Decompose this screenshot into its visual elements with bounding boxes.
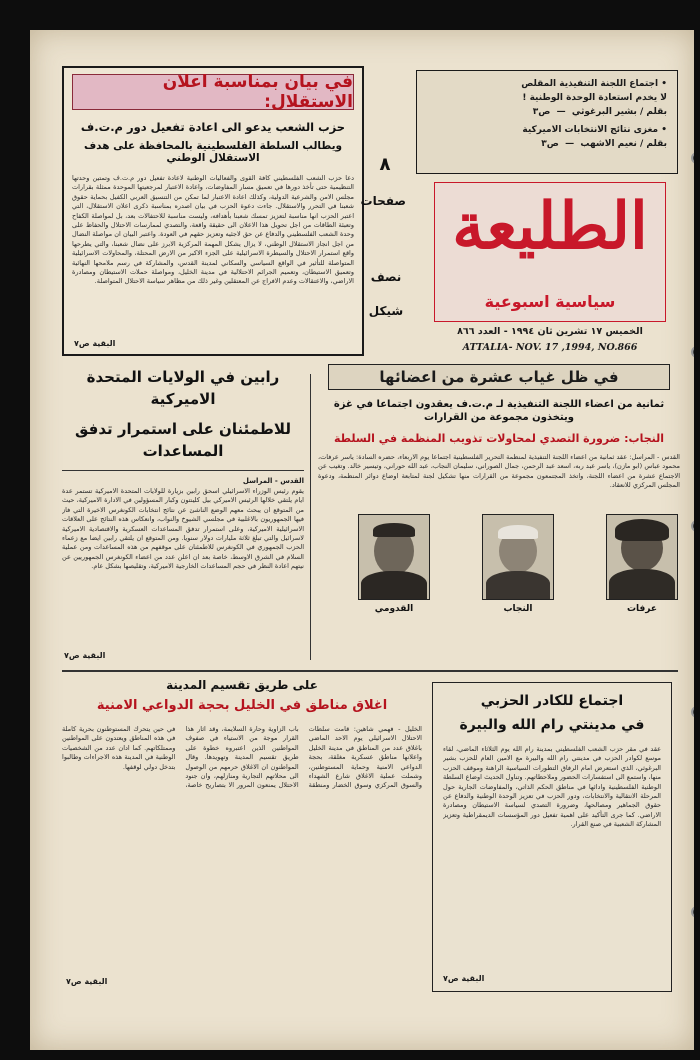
masthead-subtitle: سياسية اسبوعية [484, 292, 616, 311]
index-item-author: بقلم / بشير البرغوثي — ص٣ [532, 107, 667, 117]
closures-article [62, 678, 422, 990]
meeting-continued: البقية ص٧ [443, 974, 485, 983]
statement-headline-2: ويطالب السلطة الفلسطينية بالمحافظة على هدف الاستقلال الوطني [83, 140, 343, 164]
plo-banner: في ظل غياب عشرة من اعضائها [328, 364, 670, 390]
index-item[interactable] [427, 123, 667, 151]
plo-body: القدس - المراسل: عقد ثمانية من اعضاء اللجنة التنفيذية لمنظمة التحرير الفلسطينية اجتماعا يوم الاربعاء، حضره السادة: ياسر عرفات، محمود عباس (ابو مازن)، ياسر عبد ربه، اسعد عبد الرحمن، جمال الصوراني، سليمان النجاب، عبد الله حوراني، وتيسير خالد. وتغيب عن الاجتماع عشرة من اعضاء اللجنة، واتخذ المجتمعون مجموعة من القرارات منها تشكيل لجنة لمتابعة اوضاع دوائر المنظمة، ودعوة المجلس المركزي للانعقاد. [318, 453, 680, 490]
meeting-body: عقد في مقر حزب الشعب الفلسطيني بمدينة رام الله يوم الثلاثاء الماضي، لقاء موسع لكوادر الحزب في مدينتي رام الله والبيرة مع الامين العام للحزب بشير البرغوثي، الذي استعرض امام الرفاق التطورات السياسية الراهنة وموقف الحزب منها، واستمع الى استفسارات الحضور وملاحظاتهم. وتناول الحديث اوضاع السلطة الوطنية الفلسطينية وادائها في مناطق الحكم الذاتي، والمفاوضات الجارية حول المرحلة الانتقالية والانتخابات، ودور الحزب في تعزيز الوحدة الوطنية والدفاع عن حقوق الجماهير ومصالحها، وضرورة التصدي لسياسة الاستيطان ومصادرة الاراضي. كما جرى التأكيد على اهمية تفعيل دور المؤسسات الديمقراطية وتعزيز المشاركة الشعبية في صنع القرار. [443, 745, 661, 829]
rabin-headline-1: رابين في الولايات المتحدة الاميركية [86, 368, 280, 408]
binder-ring [691, 346, 694, 358]
plo-subhead: النجاب: ضرورة التصدي لمحاولات تذويب المنظمة في السلطة [333, 432, 665, 445]
binder-ring [691, 906, 694, 918]
closures-headline: اغلاق مناطق في الخليل بحجة الدواعي الامنية [96, 698, 388, 713]
binder-ring [691, 520, 694, 532]
issue-date-ar: الخميس ١٧ تشرين ثان ١٩٩٤ - العدد ٨٦٦ [457, 326, 643, 337]
binder-ring [691, 706, 694, 718]
plo-deck: ثمانية من اعضاء اللجنة التنفيذية لـ م.ت.ف يعقدون اجتماعا في غزة ويتخذون مجموعة من القرارات [333, 399, 665, 423]
photo-qaddumi [358, 514, 430, 600]
issue-date-en: ATTALIA- NOV. 17 ,1994, NO.866 [462, 342, 638, 353]
binder-ring [691, 152, 694, 164]
pages-word: صفحات [360, 194, 406, 208]
statement-continued: البقية ص٧ [74, 339, 116, 348]
closures-continued: البقية ص٧ [66, 977, 108, 986]
index-item-title: • مغزى نتائج الانتخابات الاميركية [522, 125, 667, 135]
rabin-continued: البقية ص٧ [64, 651, 106, 660]
masthead [434, 182, 666, 322]
photo-najjab [482, 514, 554, 600]
closures-kicker: على طريق تقسيم المدينة [166, 678, 318, 692]
index-item-line2: لا يخدم استعادة الوحدة الوطنية ! [522, 93, 667, 103]
rabin-dateline: القدس - المراسل [242, 477, 304, 485]
rabin-article [62, 366, 304, 662]
statement-banner: في بيان بمناسبة اعلان الاستقلال: [72, 74, 354, 110]
caption-arafat: عرفات [626, 604, 658, 614]
plo-article [318, 364, 680, 664]
meeting-headline-2: في مدينتي رام الله والبيرة [459, 717, 645, 733]
rabin-headline-2: للاطمئنان على استمرار تدفق المساعدات [75, 420, 291, 460]
index-box [416, 70, 678, 174]
caption-qaddumi: القدومي [374, 604, 414, 614]
index-item-author: بقلم / نعيم الاشهب — ص٣ [541, 139, 667, 149]
statement-article [62, 66, 364, 356]
pages-count: ٨ [379, 154, 391, 175]
newspaper-front-page [30, 30, 694, 1050]
index-item[interactable] [427, 77, 667, 119]
meeting-article [432, 682, 672, 992]
price-unit: شيكل [368, 304, 404, 318]
closures-body: الخليل - فهمي شاهين: قامت سلطات الاحتلال الاسرائيلي يوم الاحد الماضي باغلاق عدد من المناطق في مدينة الخليل واعلانها مناطق عسكرية مغلقة، بحجة الدواعي الامنية وحماية المستوطنين، وشملت عملية الاغلاق شارع الشهداء والسوق المركزي وسوق الخضار ومنطقة باب الزاوية وحارة السلايمة، وقد اثار هذا القرار موجة من الاستياء في صفوف المواطنين الذين اعتبروه خطوة على طريق تقسيم المدينة وتهويدها. وقال المواطنون ان الاغلاق حرمهم من الوصول الى محلاتهم التجارية ومنازلهم، وان جنود الاحتلال يمنعون المرور الا بتصاريح خاصة، في حين يتحرك المستوطنون بحرية كاملة في هذه المناطق ويعتدون على المواطنين وممتلكاتهم. كما ادان عدد من الشخصيات الوطنية في المدينة هذه الاجراءات وطالبوا بتدخل دولي لوقفها. [62, 725, 422, 790]
index-item-title: • اجتماع اللجنة التنفيذية المقلص [521, 79, 667, 89]
photo-arafat [606, 514, 678, 600]
caption-najjab: النجاب [503, 604, 533, 614]
price-half: نصف [370, 270, 402, 284]
statement-headline-1: حزب الشعب يدعو الى اعادة تفعيل دور م.ت.ف [80, 120, 346, 134]
masthead-logo: الطليعة [452, 189, 648, 264]
rabin-body: يقوم رئيس الوزراء الاسرائيلي اسحق رابين بزيارة للولايات المتحدة الاميركية تستمر عدة ايام يلتقي خلالها الرئيس الاميركي بيل كلينتون وكبار المسؤولين في الادارة الاميركية، حيث من المتوقع ان يبحث معهم الوضع الناشئ عن نتائج انتخابات الكونغرس الاخيرة التي فاز فيها الجمهوريون بالاغلبية في مجلسي الشيوخ والنواب، وانعكاس هذه النتائج على العلاقات الاسرائيلية الاميركية، وعلى استمرار تدفق المساعدات العسكرية والاقتصادية الاميركية لاسرائيل والتي تبلغ ثلاثة مليارات دولار سنويا. ومن المتوقع ان يلتقي رابين ايضا مع زعماء الحزب الجمهوري في الكونغرس للاطمئنان على موقفهم من هذه المساعدات ومن عملية السلام في الشرق الاوسط، خاصة بعد ان اعلن عدد من اعضاء الكونغرس الجمهوريين عن نيتهم اعادة النظر في حجم المساعدات الخارجية الاميركية، وتقليصها بشكل عام. [62, 487, 304, 571]
meeting-headline-1: اجتماع للكادر الحزبي [480, 693, 624, 709]
statement-body: دعا حزب الشعب الفلسطيني كافة القوى والفعاليات الوطنية لاعادة تفعيل دور م.ت.ف وتمتين وحدتها التنظيمية حتى تأخذ دورها في تعميق مسار المفاوضات، واعادة الاعتبار لمرجعيتها الموحدة ممثلة بقرارات مجلس الامن والشرعية الدولية، وكذلك اعادة الاعتبار لما تمكن من التنسيق العربي الكفيل بحماية حقوق شعبنا في التحرر والاستقلال. جاءت دعوة الحزب في بيان اصدره بمناسبة ذكرى اعلان الاستقلال، التي اعتبر الحزب انها مناسبة لتعزيز تمسك شعبنا بأهدافه، وليست مناسبة للاحتفالات بعد، بل لمواصلة الكفاح وتعبئة الطاقات من اجل تحويل هذا الاعلان الى حقيقة واقعة، والتصدي لممارسات الاحتلال والحفاظ على وحدة الشعب الفلسطيني والدفاع عن حق لاجئيه وتعزيز حقهم في العودة. واعتبر البيان ان مواصلة النضال من اجل انجاز الاستقلال الوطني، لا يزال يشكل المهمة المركزية الابرز على نضال شعبنا، والتي يطرحها واقع استمرار الاحتلال والسيطرة الاسرائيلية على الجزء الاكبر من الارض المحتلة، والمحاولات الاسرائيلية المتواصلة للتأثير في الواقع السياسي والسكاني لمدينة القدس، والمشاركة في رسم ملامحها النهائية وتعميق الاستيطان، وتعميم الجرائم الاحتلالية في مدينة الخليل، ومواصلة حملات الاستيطان ومصادرة الاراضي، والاعتقالات وعدم الافراج عن المعتقلين وغير ذلك من مظاهر سياسة الاحتلال المتواصلة. [72, 174, 354, 286]
